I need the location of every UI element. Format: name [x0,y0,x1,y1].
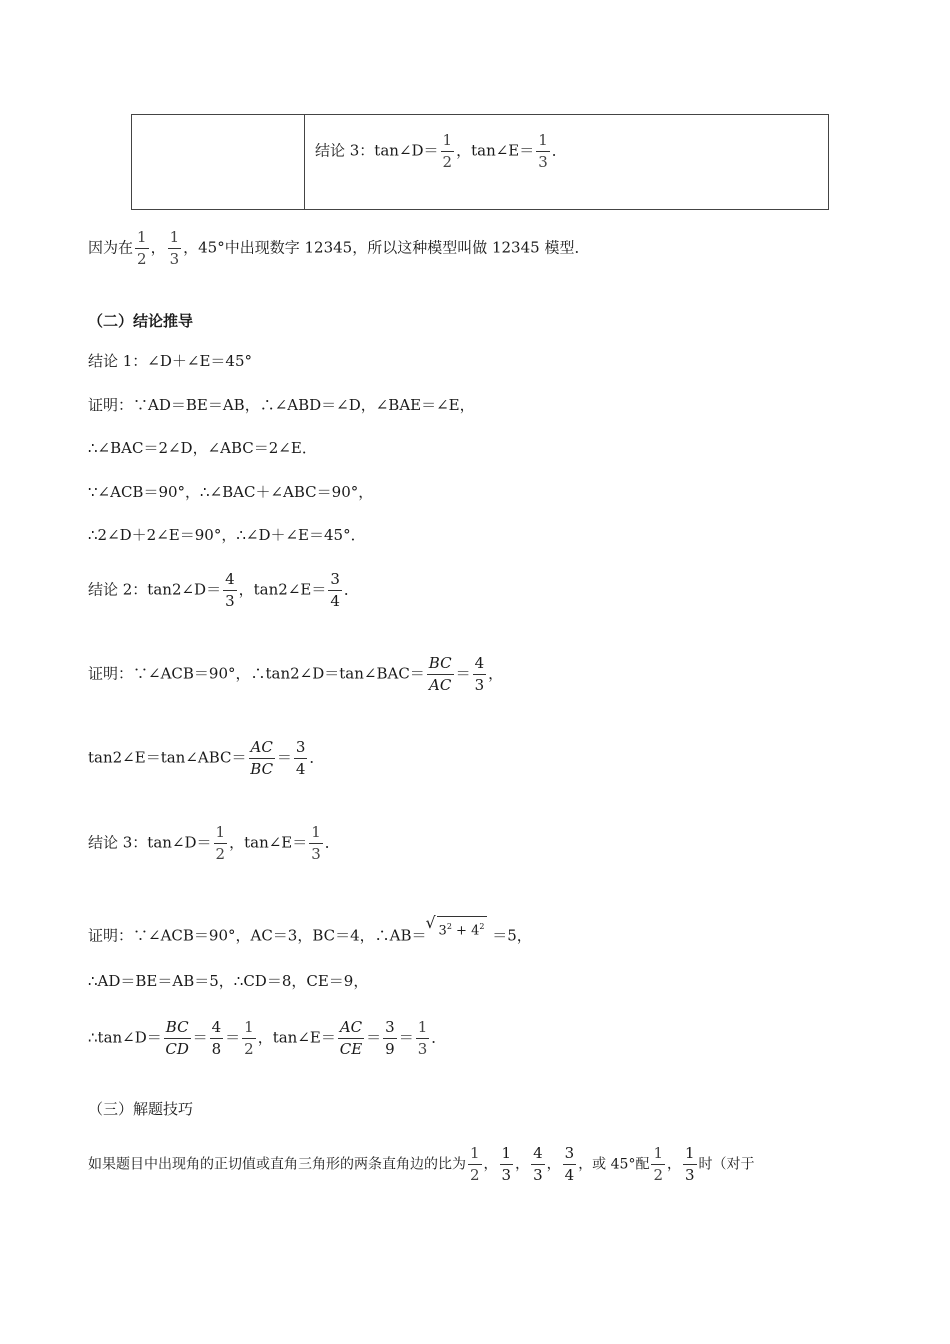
fraction-denominator: 3 [225,592,235,610]
fraction-denominator: CD [165,1040,189,1058]
fraction [441,133,455,170]
fraction [328,572,342,609]
table-text-end: ． [551,141,567,160]
fraction [683,1146,697,1183]
proof-line-4: ∴2∠D＋2∠E＝90°，∴∠D＋∠E＝45°． [88,526,366,544]
fraction-denominator: CE [339,1040,363,1058]
equals-sign: ＝ [276,748,292,767]
intro-suffix: ，45°中出现数字 12345，所以这种模型叫做 12345 模型． [183,238,590,257]
fraction-numerator: 1 [468,1146,482,1165]
p2b-end: ． [309,748,325,767]
fraction-numerator: 1 [683,1146,697,1165]
fraction [242,1020,256,1057]
fraction-denominator: 3 [533,1166,543,1184]
fraction-numerator: 1 [168,230,182,249]
conclusion-3 [88,825,340,862]
separator: ， [515,1156,530,1173]
technique-line [88,1146,755,1183]
proof-line-2: ∴∠BAC＝2∠D，∠ABC＝2∠E． [88,439,317,457]
fraction-numerator: 1 [135,230,149,249]
c3-text-c: ． [324,833,340,852]
fraction-denominator: 2 [215,845,226,863]
fraction-denominator: 3 [685,1166,695,1184]
separator: ， [667,1156,681,1173]
fraction-numerator: 3 [383,1020,397,1039]
fraction [651,1146,665,1183]
table-row-text [315,133,567,170]
fraction [338,1020,364,1057]
fraction-numerator: 1 [651,1146,665,1165]
fraction-denominator: 3 [474,676,485,694]
conclusion-table [131,114,829,210]
proof-line-3: ∵∠ACB＝90°，∴∠BAC＋∠ABC＝90°， [88,483,374,501]
fraction-numerator: 1 [536,133,550,152]
fraction [214,825,228,862]
p2b-text: tan2∠E＝tan∠ABC＝ [88,748,247,767]
fraction-denominator: 3 [311,845,321,863]
p3c-end: ． [431,1028,447,1047]
fraction-denominator: 8 [211,1040,222,1058]
fraction-denominator: 4 [330,592,340,610]
technique-text: 如果题目中出现角的正切值或直角三角形的两条直角边的比为 [88,1156,466,1173]
fraction-numerator: 4 [223,572,237,591]
fraction-numerator: 3 [328,572,342,591]
equals-sign: ＝ [225,1028,241,1047]
fraction [500,1146,514,1183]
proof-3-line-c [88,1020,446,1057]
fraction-denominator: 3 [417,1040,428,1058]
p3c-text-b: ，tan∠E＝ [257,1028,336,1047]
p3a-end: ＝5， [492,926,532,945]
root-exponent: 2 [479,922,485,931]
fraction-denominator: AC [429,676,452,694]
p3c-text-a: ∴tan∠D＝ [88,1028,162,1047]
intro-sep: ， [150,238,166,257]
p2a-end: ， [488,664,504,683]
conclusion-1: 结论 1：∠D＋∠E＝45° [88,352,253,370]
fraction [473,656,487,693]
intro-prefix: 因为在 [88,238,134,257]
fraction-numerator: 3 [563,1146,577,1165]
root-term-a: 3 [438,923,447,939]
fraction-denominator: 2 [470,1166,480,1184]
fraction-numerator: 1 [441,133,455,152]
fraction-denominator: 9 [385,1040,395,1058]
fraction-numerator: BC [427,656,454,675]
fraction-numerator: 1 [416,1020,430,1039]
fraction-denominator: BC [250,760,274,778]
c2-text-c: ． [343,580,359,599]
c3-text-a: 结论 3：tan∠D＝ [88,833,212,852]
section-title-2: （二）结论推导 [88,312,194,330]
proof-3-line-b: ∴AD＝BE＝AB＝5，∴CD＝8，CE＝9， [88,972,369,990]
fraction-numerator: 4 [473,656,487,675]
table-divider [304,115,305,209]
fraction-numerator: 4 [210,1020,224,1039]
separator: ，或 45°配 [578,1156,650,1173]
proof-line-1: 证明：∵AD＝BE＝AB，∴∠ABD＝∠D，∠BAE＝∠E， [88,396,475,414]
fraction-numerator: AC [338,1020,364,1039]
c2-text-a: 结论 2：tan2∠D＝ [88,580,222,599]
proof-3-line-a [88,916,532,945]
fraction [536,133,550,170]
fraction [223,572,237,609]
proof-2-line-b [88,740,324,777]
fraction-denominator: 2 [653,1166,663,1184]
table-text-prefix: 结论 3：tan∠D＝ [315,141,439,160]
fraction-denominator: 3 [501,1166,512,1184]
fraction [468,1146,482,1183]
fraction [416,1020,430,1057]
technique-end: 时（对于 [698,1156,755,1173]
equals-sign: ＝ [455,664,471,683]
intro-line [88,230,589,267]
fraction-numerator: 3 [294,740,308,759]
root-term-b: + 4 [451,923,480,939]
square-root [437,916,488,941]
fraction-numerator: AC [249,740,275,759]
fraction-numerator: 4 [531,1146,545,1165]
fraction [563,1146,577,1183]
conclusion-2 [88,572,359,609]
table-text-sep: ，tan∠E＝ [456,141,535,160]
separator: ， [546,1156,561,1173]
fraction [168,230,182,267]
fraction [427,656,454,693]
fraction [531,1146,545,1183]
section-title-3: （三）解题技巧 [88,1100,194,1118]
c2-text-b: ，tan2∠E＝ [238,580,327,599]
fraction-numerator: 1 [214,825,228,844]
fraction-denominator: 3 [538,153,548,171]
p3a-text: 证明：∵∠ACB＝90°，AC＝3，BC＝4，∴AB＝ [88,926,427,945]
fraction [309,825,323,862]
c3-text-b: ，tan∠E＝ [229,833,308,852]
fraction [249,740,275,777]
fraction-denominator: 2 [137,250,147,268]
fraction-denominator: 2 [244,1040,254,1058]
equals-sign: ＝ [398,1028,414,1047]
fraction [210,1020,224,1057]
root-exponent: 2 [446,922,452,931]
fraction-denominator: 4 [295,760,306,778]
fraction-numerator: BC [164,1020,191,1039]
separator: ， [483,1156,498,1173]
proof-2-line-a [88,656,503,693]
fraction-numerator: 1 [500,1146,514,1165]
fraction [294,740,308,777]
p2a-text: 证明：∵∠ACB＝90°，∴tan2∠D＝tan∠BAC＝ [88,664,425,683]
fraction-denominator: 4 [564,1166,575,1184]
fraction-denominator: 2 [442,153,453,171]
fraction [164,1020,191,1057]
fraction-denominator: 3 [169,250,180,268]
equals-sign: ＝ [192,1028,208,1047]
fraction-numerator: 1 [242,1020,256,1039]
fraction [135,230,149,267]
equals-sign: ＝ [366,1028,382,1047]
fraction-numerator: 1 [309,825,323,844]
fraction [383,1020,397,1057]
